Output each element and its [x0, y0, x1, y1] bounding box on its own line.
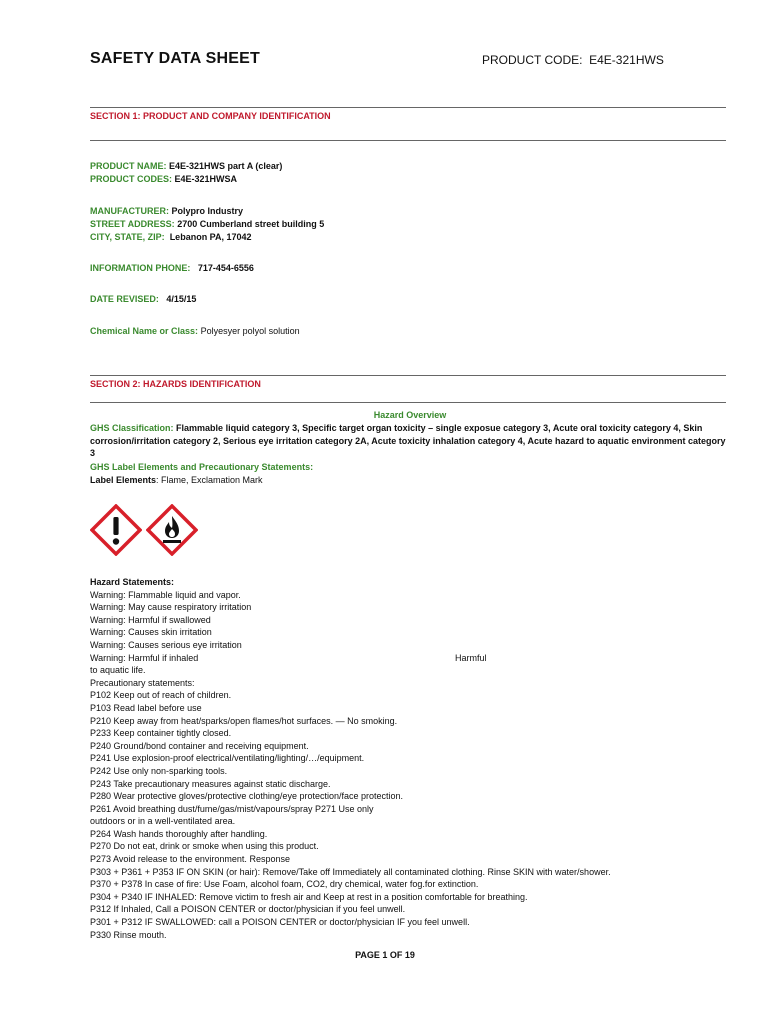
section2-heading: SECTION 2: HAZARDS IDENTIFICATION	[90, 379, 261, 389]
hazard-statements-heading: Hazard Statements:	[90, 577, 175, 587]
product-code-label: PRODUCT CODE:	[482, 53, 583, 67]
date-line	[90, 294, 196, 304]
chemical-line	[90, 326, 300, 336]
street-label: STREET ADDRESS:	[90, 219, 175, 229]
ghs-classification-label: GHS Classification:	[90, 423, 174, 433]
hazard-line: Warning: Causes serious eye irritation	[90, 639, 242, 650]
product-code-header	[482, 53, 664, 67]
label-elements-label: Label Elements	[90, 475, 157, 485]
hazard-line: Warning: Flammable liquid and vapor.	[90, 589, 241, 600]
hazard-line: Warning: Harmful if swallowed	[90, 614, 211, 625]
city-value: Lebanon PA, 17042	[169, 232, 252, 242]
inhaled-text: Warning: Harmful if inhaled	[90, 652, 199, 663]
manufacturer-value: Polypro Industry	[171, 206, 244, 216]
phone-label: INFORMATION PHONE:	[90, 263, 191, 273]
product-codes-value: E4E-321HWSA	[174, 174, 238, 184]
precaution-line: P243 Take precautionary measures against static discharge.	[90, 778, 331, 789]
ghs-classification	[90, 422, 730, 460]
precaution-line: outdoors or in a well-ventilated area.	[90, 816, 236, 827]
flame-icon	[146, 504, 198, 556]
product-name-line	[90, 161, 282, 171]
page-number: PAGE 1 OF 19	[355, 950, 415, 960]
aquatic-line: to aquatic life.	[90, 665, 146, 676]
product-codes-label: PRODUCT CODES:	[90, 174, 173, 184]
precaution-line: P241 Use explosion-proof electrical/ventilating/lighting/…/equipment.	[90, 753, 365, 764]
street-line	[90, 219, 324, 229]
precaution-line: P264 Wash hands thoroughly after handling.	[90, 828, 268, 839]
precaution-line: P261 Avoid breathing dust/fume/gas/mist/vapours/spray P271 Use only	[90, 803, 374, 814]
hazard-statements	[90, 576, 730, 941]
precaution-line: P240 Ground/bond container and receiving equipment.	[90, 740, 309, 751]
label-elements-line	[90, 474, 730, 487]
precaution-line: P273 Avoid release to the environment. Response	[90, 854, 290, 865]
product-codes-line	[90, 174, 237, 184]
divider	[90, 107, 726, 108]
date-label: DATE REVISED:	[90, 294, 159, 304]
divider	[90, 402, 726, 403]
document-title: SAFETY DATA SHEET	[90, 50, 260, 67]
chemical-label: Chemical Name or Class:	[90, 326, 199, 336]
label-elements-heading	[90, 461, 730, 474]
chemical-value: Polyesyer polyol solution	[200, 326, 300, 336]
precaution-line: P370 + P378 In case of fire: Use Foam, alcohol foam, CO2, dry chemical, water fog.for extinction.	[90, 879, 479, 890]
city-label: CITY, STATE, ZIP:	[90, 232, 165, 242]
product-code-value: E4E-321HWS	[589, 53, 664, 67]
harmful-text: Harmful	[455, 652, 487, 663]
exclamation-mark-icon	[90, 504, 142, 556]
hazard-line: Warning: May cause respiratory irritation	[90, 602, 252, 613]
precaution-line: P301 + P312 IF SWALLOWED: call a POISON CENTER or doctor/physician IF you feel unwell.	[90, 917, 470, 928]
divider	[90, 140, 726, 141]
date-value: 4/15/15	[166, 294, 197, 304]
precaution-line: P210 Keep away from heat/sparks/open flames/hot surfaces. — No smoking.	[90, 715, 398, 726]
manufacturer-label: MANUFACTURER:	[90, 206, 169, 216]
hazard-overview-heading: Hazard Overview	[373, 410, 447, 420]
phone-line	[90, 263, 254, 273]
hazard-line: Warning: Causes skin irritation	[90, 627, 212, 638]
precaution-line: P102 Keep out of reach of children.	[90, 690, 232, 701]
product-name-label: PRODUCT NAME:	[90, 161, 167, 171]
precaution-line: P103 Read label before use	[90, 702, 202, 713]
ghs-classification-value: Flammable liquid category 3, Specific target organ toxicity – single exposue category 3, Acute oral toxicity category 4, Skin corrosion/irritation category 2, Serious eye irritation category 2A, Acute toxicity inhalation category 4, Acute hazard to aquatic environment category 3	[90, 423, 726, 459]
precaution-line: P270 Do not eat, drink or smoke when using this product.	[90, 841, 319, 852]
divider	[90, 375, 726, 376]
phone-value: 717-454-6556	[197, 263, 254, 273]
section1-heading: SECTION 1: PRODUCT AND COMPANY IDENTIFICATION	[90, 111, 331, 121]
label-elements-value: : Flame, Exclamation Mark	[156, 475, 263, 485]
precaution-line: P303 + P361 + P353 IF ON SKIN (or hair): Remove/Take off Immediately all contaminated clothing. Rinse SKIN with water/shower.	[90, 866, 611, 877]
street-value: 2700 Cumberland street building 5	[177, 219, 325, 229]
precaution-line: P280 Wear protective gloves/protective clothing/eye protection/face protection.	[90, 791, 404, 802]
precaution-line: P330 Rinse mouth.	[90, 929, 167, 940]
precaution-line: P233 Keep container tightly closed.	[90, 728, 232, 739]
precaution-line: P242 Use only non-sparking tools.	[90, 765, 228, 776]
city-line	[90, 232, 252, 242]
product-name-value: E4E-321HWS part A (clear)	[169, 161, 283, 171]
label-elements-heading-text: GHS Label Elements and Precautionary Statements:	[90, 462, 314, 472]
precaution-line: P304 + P340 IF INHALED: Remove victim to fresh air and Keep at rest in a position comfortable for breathing.	[90, 891, 528, 902]
precaution-line: P312 If Inhaled, Call a POISON CENTER or doctor/physician if you feel unwell.	[90, 904, 406, 915]
precaution-line: Precautionary statements:	[90, 677, 195, 688]
hazard-line-inhaled	[90, 652, 730, 665]
manufacturer-line	[90, 206, 243, 216]
